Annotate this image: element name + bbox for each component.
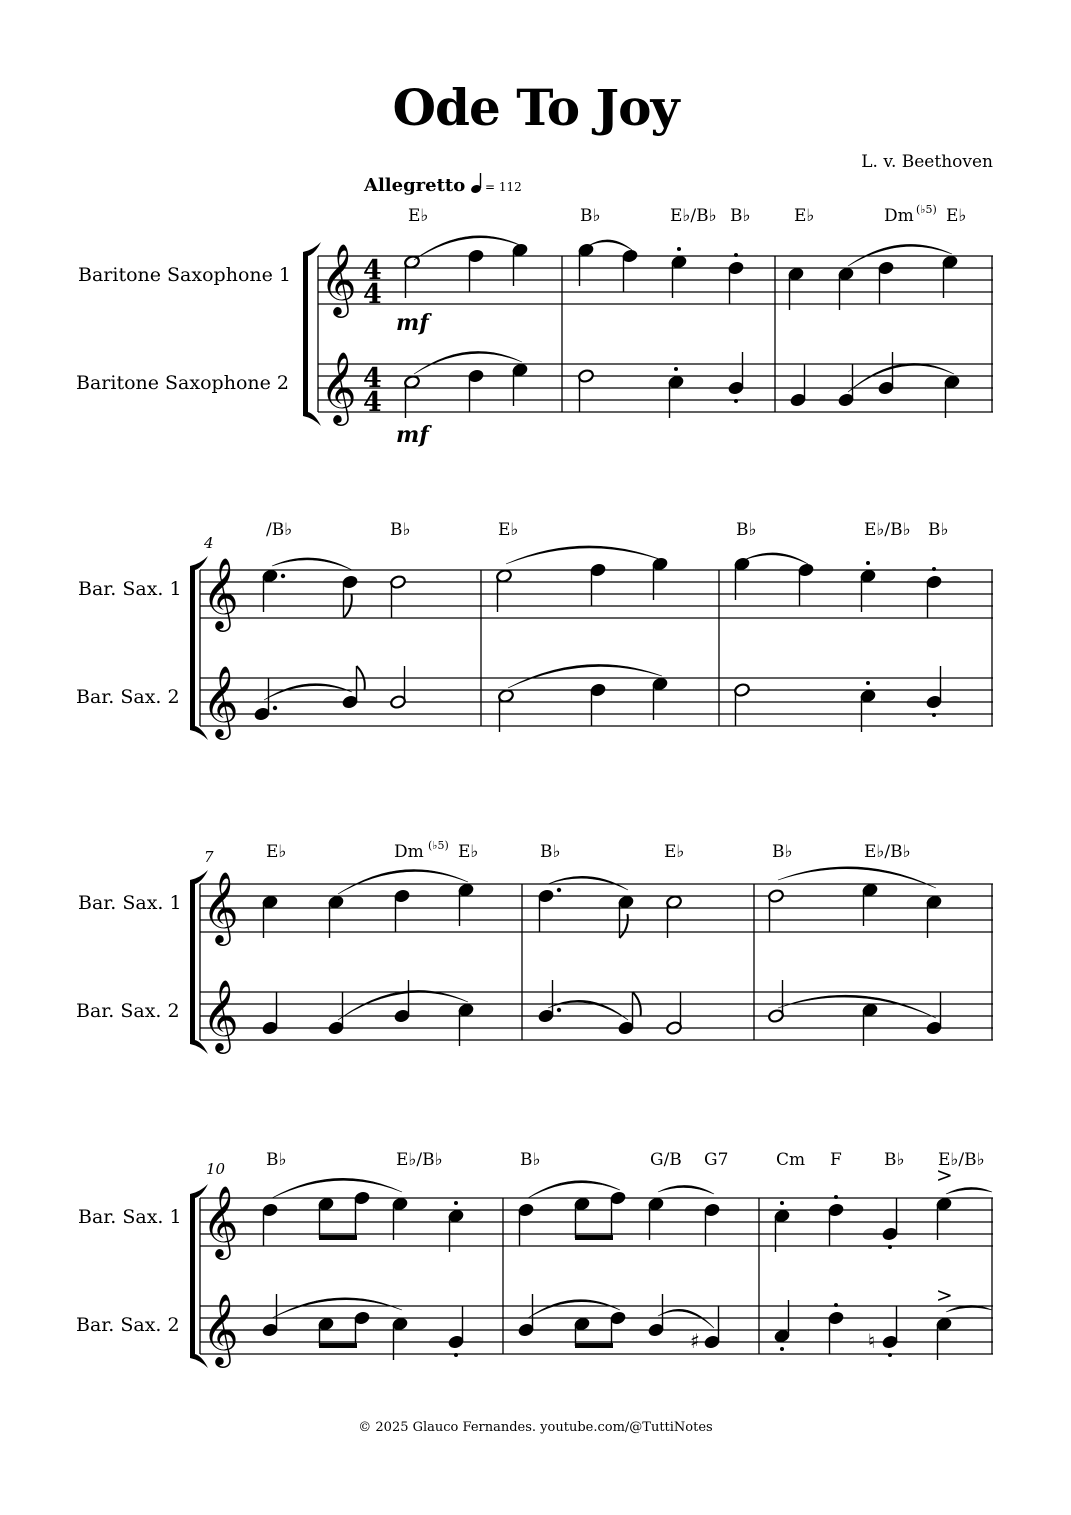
staccato-dot [866,681,870,685]
slur [264,684,352,700]
bracket-hook-top [303,242,321,256]
beam [575,1235,613,1240]
slur [506,546,662,564]
measure-number: 7 [204,848,214,866]
chord-symbol: E♭ [794,206,815,226]
staccato-dot [780,1347,784,1351]
chord-symbol: E♭ [266,842,287,862]
composer: L. v. Beethoven [861,152,993,172]
treble-clef-icon: 𝄞 [202,1184,239,1257]
staccato-dot [932,567,936,571]
staccato-dot [454,1201,458,1205]
metronome-value: = 112 [485,180,522,194]
chord-symbol: B♭ [928,520,949,540]
quarter-note-icon [470,172,484,194]
slur [272,1298,402,1318]
chord-symbol: E♭ [458,842,479,862]
chord-symbol: E♭ [946,206,967,226]
augmentation-dot [557,888,561,892]
beam [319,1235,357,1240]
system-bracket [190,880,195,1044]
treble-clef-icon: 𝄞 [202,978,239,1051]
treble-clef-icon: 𝄞 [202,870,239,943]
staccato-dot [888,1245,892,1249]
dynamic-mf-2: mf [396,422,429,448]
time-signature-bottom: 4 [363,279,382,310]
slur [658,1309,714,1328]
chord-symbol: E♭/B♭ [396,1150,443,1170]
chord-symbol: Dm [884,206,914,226]
chord-superscript: (♭5) [916,203,937,216]
chord-symbol: F [830,1150,842,1170]
chord-symbol: B♭ [736,520,757,540]
system-bracket [190,566,195,730]
system-bracket [190,1194,195,1358]
staccato-dot [834,1303,838,1307]
chord-superscript: (♭5) [428,839,449,852]
chord-symbol: B♭ [884,1150,905,1170]
augmentation-dot [557,1008,561,1012]
chord-symbol: E♭/B♭ [864,520,911,540]
chord-symbol: E♭ [498,520,519,540]
tempo-marking: Allegretto [364,175,466,196]
chord-symbol: E♭ [664,842,685,862]
staccato-dot [454,1353,458,1357]
slur [272,558,352,570]
time-signature-top: 4 [363,255,382,286]
chord-symbol: B♭ [520,1150,541,1170]
chord-symbol: G/B [650,1150,682,1170]
chord-symbol: Dm [394,842,424,862]
dynamic-mf-1: mf [396,310,429,336]
instrument-short-1: Bar. Sax. 1 [78,1206,182,1228]
instrument-short-2: Bar. Sax. 2 [76,1000,180,1022]
staccato-dot [866,561,870,565]
chord-symbol: E♭/B♭ [670,206,717,226]
chord-symbol: B♭ [772,842,793,862]
chord-symbol: B♭ [730,206,751,226]
accent-mark: > [936,1283,953,1307]
instrument-short-2: Bar. Sax. 2 [76,686,180,708]
slur [528,1181,620,1198]
page-title: Ode To Joy [392,78,679,137]
time-signature-top: 4 [363,363,382,394]
slur [946,1187,992,1194]
chord-symbol: E♭ [408,206,429,226]
slur [848,244,952,266]
instrument-short-1: Bar. Sax. 1 [78,578,182,600]
natural-icon: ♮ [868,1329,876,1353]
measure-number: 10 [206,1160,226,1178]
treble-clef-icon: 𝄞 [320,242,357,315]
instrument-short-1: Bar. Sax. 1 [78,892,182,914]
note-flag [620,914,628,938]
slur [272,1178,402,1198]
instrument-name-2: Baritone Saxophone 2 [76,372,289,394]
slur [414,351,522,374]
staccato-dot [734,399,738,403]
system-bracket [303,252,308,416]
slur [548,876,628,890]
staccato-dot [888,1353,892,1357]
staccato-dot [677,247,681,251]
treble-clef-icon: 𝄞 [202,556,239,629]
staccato-dot [780,1201,784,1205]
beam [575,1343,613,1348]
measure-number: 4 [204,534,214,552]
slur [744,553,808,564]
beam [319,1343,357,1348]
sharp-icon: ♯ [690,1329,700,1353]
treble-clef-icon: 𝄞 [202,664,239,737]
chord-symbol: B♭ [580,206,601,226]
staccato-dot [674,367,678,371]
slur [528,1300,620,1318]
chord-symbol: E♭/B♭ [938,1150,985,1170]
slur [778,867,936,888]
copyright-footer: © 2025 Glauco Fernandes. youtube.com/@TuttiNotes [358,1420,713,1435]
staccato-dot [734,253,738,257]
chord-symbol: G7 [704,1150,729,1170]
slur [508,664,662,688]
slur [588,240,632,250]
instrument-short-2: Bar. Sax. 2 [76,1314,180,1336]
chord-symbol: /B♭ [266,520,293,540]
accent-mark: > [936,1163,953,1187]
bracket-hook-bottom [303,412,321,426]
staccato-dot [834,1195,838,1199]
staccato-dot [932,713,936,717]
augmentation-dot [281,574,285,578]
treble-clef-icon: 𝄞 [320,350,357,423]
time-signature-bottom: 4 [363,387,382,418]
chord-symbol: B♭ [266,1150,287,1170]
treble-clef-icon: 𝄞 [202,1292,239,1365]
slur [778,995,936,1018]
chord-symbol: E♭/B♭ [864,842,911,862]
augmentation-dot [273,706,277,710]
slur [658,1185,714,1194]
chord-symbol: Cm [776,1150,806,1170]
chord-symbol: B♭ [390,520,411,540]
chord-symbol: B♭ [540,842,561,862]
instrument-name-1: Baritone Saxophone 1 [78,264,291,286]
